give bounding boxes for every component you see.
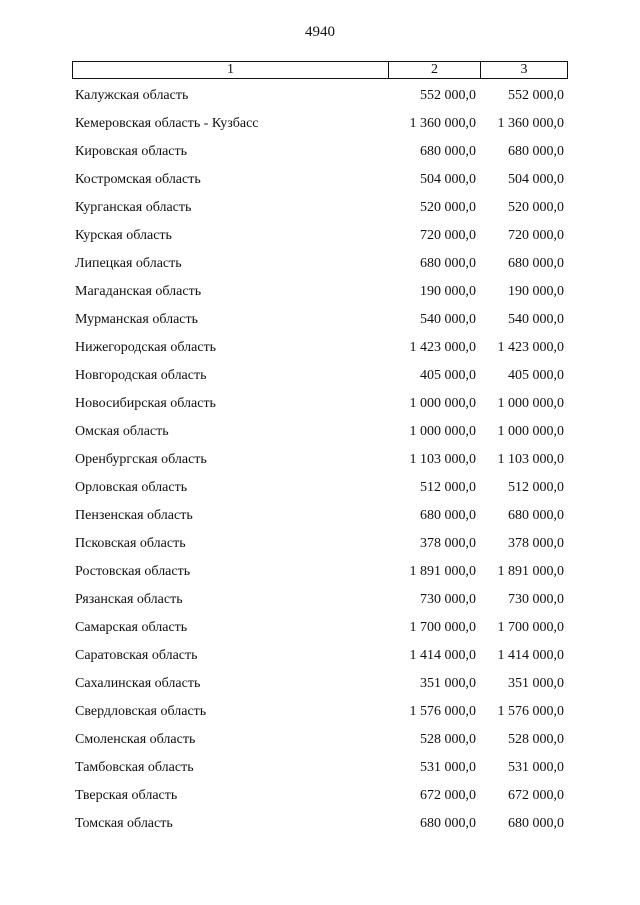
region-name: Тамбовская область — [75, 760, 194, 775]
region-name: Калужская область — [75, 88, 189, 103]
value-col-2: 1 103 000,0 — [409, 452, 476, 467]
region-name: Сахалинская область — [75, 676, 201, 691]
value-col-2: 1 423 000,0 — [409, 340, 476, 355]
value-col-3: 405 000,0 — [508, 368, 564, 383]
value-col-2: 528 000,0 — [420, 732, 476, 747]
value-col-2: 405 000,0 — [420, 368, 476, 383]
value-col-2: 1 414 000,0 — [409, 648, 476, 663]
region-name: Нижегородская область — [75, 340, 217, 355]
table-row — [72, 698, 568, 726]
table-row — [72, 446, 568, 474]
value-col-3: 531 000,0 — [508, 760, 564, 775]
value-col-2: 1 360 000,0 — [409, 116, 476, 131]
table-row — [72, 306, 568, 334]
value-col-2: 504 000,0 — [420, 172, 476, 187]
table-row — [72, 782, 568, 810]
value-col-3: 504 000,0 — [508, 172, 564, 187]
value-col-3: 1 103 000,0 — [497, 452, 564, 467]
value-col-3: 680 000,0 — [508, 508, 564, 523]
value-col-3: 720 000,0 — [508, 228, 564, 243]
value-col-3: 730 000,0 — [508, 592, 564, 607]
region-name: Саратовская область — [75, 648, 198, 663]
region-name: Томская область — [75, 816, 173, 831]
value-col-3: 1 000 000,0 — [497, 424, 564, 439]
table-header — [72, 61, 568, 79]
region-name: Новосибирская область — [75, 396, 216, 411]
table-row — [72, 138, 568, 166]
table-row — [72, 670, 568, 698]
region-name: Кировская область — [75, 144, 188, 159]
table-row — [72, 558, 568, 586]
table-row — [72, 278, 568, 306]
value-col-2: 680 000,0 — [420, 256, 476, 271]
value-col-3: 1 000 000,0 — [497, 396, 564, 411]
table-row — [72, 474, 568, 502]
region-name: Рязанская область — [75, 592, 183, 607]
table-row — [72, 418, 568, 446]
page-number: 4940 — [305, 24, 335, 40]
value-col-2: 378 000,0 — [420, 536, 476, 551]
value-col-2: 720 000,0 — [420, 228, 476, 243]
value-col-2: 730 000,0 — [420, 592, 476, 607]
region-name: Новгородская область — [75, 368, 207, 383]
value-col-2: 1 700 000,0 — [409, 620, 476, 635]
header-col-1: 1 — [73, 62, 389, 78]
table-row — [72, 166, 568, 194]
region-name: Курская область — [75, 228, 172, 243]
table-row — [72, 362, 568, 390]
table-row — [72, 530, 568, 558]
table-row — [72, 642, 568, 670]
value-col-3: 1 423 000,0 — [497, 340, 564, 355]
region-name: Магаданская область — [75, 284, 202, 299]
region-name: Свердловская область — [75, 704, 207, 719]
table-row — [72, 334, 568, 362]
table-row — [72, 390, 568, 418]
table-row — [72, 502, 568, 530]
value-col-3: 1 891 000,0 — [497, 564, 564, 579]
value-col-3: 351 000,0 — [508, 676, 564, 691]
value-col-3: 672 000,0 — [508, 788, 564, 803]
table-row — [72, 194, 568, 222]
value-col-2: 540 000,0 — [420, 312, 476, 327]
value-col-3: 1 414 000,0 — [497, 648, 564, 663]
value-col-2: 520 000,0 — [420, 200, 476, 215]
value-col-3: 378 000,0 — [508, 536, 564, 551]
value-col-2: 531 000,0 — [420, 760, 476, 775]
region-name: Кемеровская область - Кузбасс — [75, 116, 259, 131]
region-name: Оренбургская область — [75, 452, 207, 467]
table-row — [72, 250, 568, 278]
value-col-2: 1 000 000,0 — [409, 424, 476, 439]
value-col-3: 190 000,0 — [508, 284, 564, 299]
region-name: Омская область — [75, 424, 169, 439]
value-col-3: 528 000,0 — [508, 732, 564, 747]
header-col-2: 2 — [389, 62, 481, 78]
value-col-3: 540 000,0 — [508, 312, 564, 327]
region-name: Орловская область — [75, 480, 188, 495]
value-col-2: 1 891 000,0 — [409, 564, 476, 579]
table-row — [72, 82, 568, 110]
region-name: Липецкая область — [75, 256, 182, 271]
value-col-2: 680 000,0 — [420, 508, 476, 523]
table-row — [72, 614, 568, 642]
region-name: Костромская область — [75, 172, 201, 187]
value-col-3: 552 000,0 — [508, 88, 564, 103]
value-col-3: 680 000,0 — [508, 256, 564, 271]
value-col-2: 1 576 000,0 — [409, 704, 476, 719]
region-name: Смоленская область — [75, 732, 196, 747]
table-body — [72, 82, 568, 838]
value-col-3: 520 000,0 — [508, 200, 564, 215]
region-name: Мурманская область — [75, 312, 199, 327]
table-row — [72, 754, 568, 782]
table-row — [72, 110, 568, 138]
region-name: Самарская область — [75, 620, 188, 635]
value-col-2: 672 000,0 — [420, 788, 476, 803]
region-name: Псковская область — [75, 536, 186, 551]
value-col-3: 680 000,0 — [508, 816, 564, 831]
value-col-2: 1 000 000,0 — [409, 396, 476, 411]
value-col-3: 1 576 000,0 — [497, 704, 564, 719]
table-row — [72, 222, 568, 250]
value-col-2: 552 000,0 — [420, 88, 476, 103]
value-col-3: 512 000,0 — [508, 480, 564, 495]
value-col-2: 190 000,0 — [420, 284, 476, 299]
region-name: Пензенская область — [75, 508, 193, 523]
value-col-3: 1 360 000,0 — [497, 116, 564, 131]
value-col-2: 351 000,0 — [420, 676, 476, 691]
value-col-3: 1 700 000,0 — [497, 620, 564, 635]
table-row — [72, 810, 568, 838]
value-col-2: 680 000,0 — [420, 816, 476, 831]
table-row — [72, 586, 568, 614]
region-name: Курганская область — [75, 200, 192, 215]
header-col-3: 3 — [520, 62, 528, 77]
value-col-2: 512 000,0 — [420, 480, 476, 495]
value-col-2: 680 000,0 — [420, 144, 476, 159]
table-row — [72, 726, 568, 754]
value-col-3: 680 000,0 — [508, 144, 564, 159]
region-name: Тверская область — [75, 788, 178, 803]
region-name: Ростовская область — [75, 564, 191, 579]
